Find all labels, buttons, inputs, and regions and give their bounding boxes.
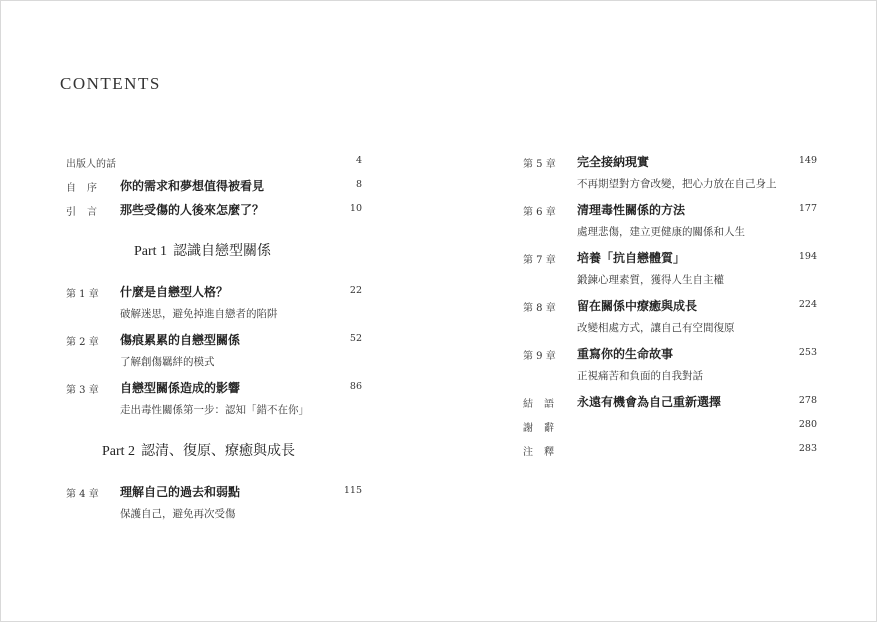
chapter-title: 重寫你的生命故事: [577, 347, 674, 361]
chapter-title: 培養「抗自戀體質」: [577, 251, 686, 265]
chapter-entry[interactable]: [523, 200, 817, 248]
chapter-subtitle: 破解迷思，避免掉進自戀者的陷阱: [120, 308, 278, 320]
chapter-label: 第 5 章: [523, 159, 556, 170]
chapter-entry[interactable]: [66, 282, 362, 330]
contents-heading: CONTENTS: [60, 74, 161, 93]
chapter-page: 253: [798, 347, 817, 358]
part-label: Part 1: [134, 244, 168, 259]
chapter-entry[interactable]: [523, 344, 817, 392]
chapter-entry[interactable]: [523, 152, 817, 200]
chapter-page: 149: [798, 155, 817, 166]
entry-page: 8: [355, 179, 362, 190]
chapter-title: 自戀型關係造成的影響: [120, 381, 241, 395]
chapter-title: 清理毒性關係的方法: [577, 203, 686, 217]
chapter-label: 第 7 章: [523, 255, 556, 266]
chapter-page: 115: [343, 485, 362, 496]
chapter-entry[interactable]: [66, 482, 362, 530]
toc-right-column: [523, 152, 817, 464]
entry-title: 那些受傷的人後來怎麼了？: [120, 203, 265, 217]
chapter-label: 第 8 章: [523, 303, 556, 314]
chapter-subtitle: 不再期望對方會改變，把心力放在自己身上: [577, 178, 777, 190]
chapter-entry[interactable]: [523, 248, 817, 296]
entry-page: 278: [798, 395, 817, 406]
toc-entry[interactable]: [523, 440, 817, 464]
chapter-subtitle: 走出毒性關係第一步：認知「錯不在你」: [120, 404, 309, 416]
chapter-title: 完全接納現實: [577, 155, 650, 169]
chapter-entry[interactable]: [523, 296, 817, 344]
entry-page: 280: [798, 419, 817, 430]
chapter-label: 第 9 章: [523, 351, 556, 362]
chapter-subtitle: 正視痛苦和負面的自我對話: [577, 370, 703, 382]
chapter-page: 177: [798, 203, 817, 214]
part-heading[interactable]: [66, 430, 362, 482]
entry-page: 283: [798, 443, 817, 454]
chapter-page: 52: [349, 333, 362, 344]
chapter-page: 22: [349, 285, 362, 296]
chapter-title: 什麼是自戀型人格？: [120, 285, 229, 299]
chapter-subtitle: 改變相處方式，讓自己有空間復原: [577, 322, 735, 334]
chapter-page: 224: [798, 299, 817, 310]
toc-left-column: [66, 152, 362, 530]
entry-title: 你的需求和夢想值得被看見: [120, 179, 265, 193]
toc-entry[interactable]: [66, 200, 362, 224]
chapter-title: 傷痕累累的自戀型關係: [120, 333, 241, 347]
part-title: 認清、復原、療癒與成長: [141, 443, 296, 459]
chapter-label: 第 4 章: [66, 489, 99, 500]
toc-entry[interactable]: [523, 392, 817, 416]
chapter-title: 理解自己的過去和弱點: [120, 485, 241, 499]
chapter-label: 第 2 章: [66, 337, 99, 348]
entry-page: 10: [349, 203, 362, 214]
part-label: Part 2: [102, 444, 136, 459]
chapter-title: 留在關係中療癒與成長: [577, 299, 698, 313]
chapter-label: 第 6 章: [523, 207, 556, 218]
chapter-page: 86: [349, 381, 362, 392]
chapter-label: 第 1 章: [66, 289, 99, 300]
entry-title: 永遠有機會為自己重新選擇: [577, 395, 722, 409]
entry-label: 注釋: [523, 447, 565, 458]
chapter-label: 第 3 章: [66, 385, 99, 396]
chapter-page: 194: [798, 251, 817, 262]
entry-label: 引言: [66, 207, 108, 218]
chapter-subtitle: 鍛鍊心理素質，獲得人生自主權: [577, 274, 724, 286]
entry-label: 自序: [66, 183, 108, 194]
part-title: 認識自戀型關係: [173, 243, 272, 259]
entry-label: 結語: [523, 399, 565, 410]
chapter-subtitle: 保護自己，避免再次受傷: [120, 508, 236, 520]
toc-entry[interactable]: [523, 416, 817, 440]
chapter-subtitle: 處理悲傷，建立更健康的關係和人生: [577, 226, 745, 238]
chapter-subtitle: 了解創傷羈絆的模式: [120, 356, 215, 368]
chapter-entry[interactable]: [66, 330, 362, 378]
toc-entry[interactable]: [66, 152, 362, 176]
entry-page: 4: [355, 155, 362, 166]
entry-label: 出版人的話: [66, 159, 116, 170]
entry-label: 謝辭: [523, 423, 565, 434]
part-heading[interactable]: [66, 230, 362, 282]
toc-entry[interactable]: [66, 176, 362, 200]
chapter-entry[interactable]: [66, 378, 362, 426]
